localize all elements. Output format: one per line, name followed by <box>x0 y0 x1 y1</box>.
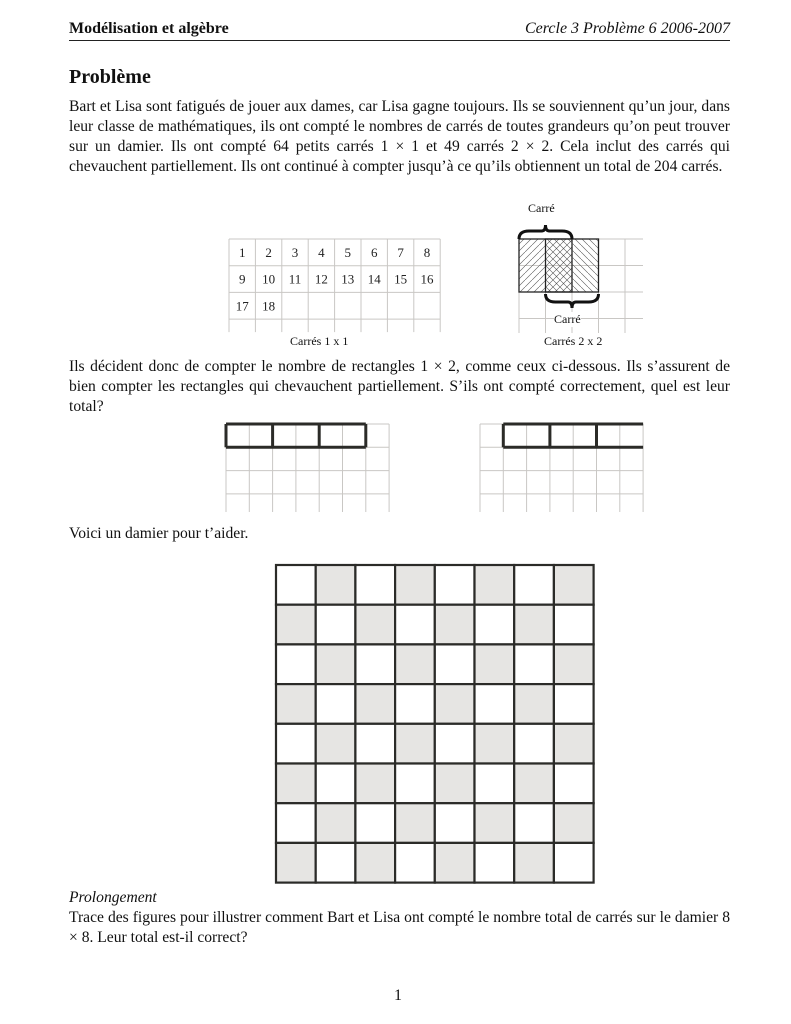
board-square <box>554 644 594 684</box>
board-square <box>355 684 395 724</box>
board-square <box>554 803 594 843</box>
cell-number: 3 <box>291 245 299 260</box>
board-square <box>554 764 594 804</box>
board-square <box>514 724 554 764</box>
extension-text: Trace des figures pour illustrer comment Bart et Lisa ont compté le nombre total de carrés sur le damier 8 × 8. Leur total est-il correct? <box>69 909 730 946</box>
cell-number: 9 <box>238 271 246 287</box>
board-square <box>435 605 475 645</box>
board-square <box>316 803 356 843</box>
board-square <box>355 644 395 684</box>
header-left: Modélisation et algèbre <box>69 20 229 37</box>
board-square <box>435 764 475 804</box>
board-square <box>316 724 356 764</box>
board-square <box>514 644 554 684</box>
board-square <box>355 764 395 804</box>
brace-top <box>519 225 572 239</box>
board-square <box>316 605 356 645</box>
board-square <box>395 843 435 883</box>
board-square <box>514 843 554 883</box>
board-square <box>276 565 316 605</box>
extension-heading: Prolongement <box>69 889 157 906</box>
board-square <box>395 684 435 724</box>
board-square <box>475 803 515 843</box>
paragraph-intro: Bart et Lisa sont fatigués de jouer aux dames, car Lisa gagne toujours. Ils se souviennent qu’un jour, dans leur classe de mathématiques, ils ont compté le nombres de carrés de toutes grandeurs qu’on peut trouver sur un damier. Ils ont compté 64 petits carrés 1 × 1 et 49 carrés 2 × 2. Cela inclut des carrés qui chevauchent partiellement. Ils ont continué à compter jusqu’à ce qu’ils obtiennent un total de 204 carrés. <box>69 98 730 175</box>
board-square <box>475 843 515 883</box>
cell-number: 11 <box>288 271 302 287</box>
header-right: Cercle 3 Problème 6 2006-2007 <box>525 20 730 37</box>
board-square <box>475 684 515 724</box>
board-square <box>435 803 475 843</box>
cell-number: 6 <box>370 245 378 260</box>
board-square <box>316 684 356 724</box>
board-square <box>276 803 316 843</box>
cell-number: 15 <box>394 271 408 287</box>
cell-number: 2 <box>265 245 272 260</box>
board-square <box>514 565 554 605</box>
section-title: Problème <box>69 66 151 88</box>
board-square <box>276 724 316 764</box>
paragraph-board-intro: Voici un damier pour t’aider. <box>69 525 249 542</box>
cell-number: 14 <box>367 271 381 287</box>
board-square <box>435 684 475 724</box>
board-square <box>475 565 515 605</box>
board-square <box>514 684 554 724</box>
board-square <box>395 724 435 764</box>
cell-number: 4 <box>318 245 325 260</box>
board-square <box>316 764 356 804</box>
figure2-label-bottom: Carré <box>554 312 581 326</box>
board-square <box>355 803 395 843</box>
page-number: 1 <box>394 987 402 1004</box>
board-square <box>276 605 316 645</box>
board-square <box>355 843 395 883</box>
cell-number: 7 <box>397 245 404 260</box>
board-square <box>395 644 435 684</box>
board-square <box>475 644 515 684</box>
board-square <box>554 684 594 724</box>
board-square <box>475 724 515 764</box>
board-square <box>276 764 316 804</box>
cell-number: 16 <box>420 271 434 287</box>
board-square <box>276 843 316 883</box>
board-square <box>395 605 435 645</box>
board-square <box>395 764 435 804</box>
cell-number: 17 <box>235 298 249 314</box>
cell-number: 5 <box>344 245 352 260</box>
board-square <box>514 803 554 843</box>
board-square <box>395 565 435 605</box>
board-square <box>276 684 316 724</box>
board-square <box>554 843 594 883</box>
cell-number: 12 <box>314 271 328 287</box>
cell-number: 8 <box>423 245 431 260</box>
board-square <box>355 605 395 645</box>
board-square <box>355 565 395 605</box>
board-square <box>435 644 475 684</box>
cell-number: 1 <box>238 245 246 260</box>
board-square <box>276 644 316 684</box>
board-square <box>475 605 515 645</box>
board-square <box>554 565 594 605</box>
board-square <box>316 644 356 684</box>
cell-number: 18 <box>262 298 276 314</box>
board-square <box>316 843 356 883</box>
board-square <box>475 764 515 804</box>
board-square <box>514 764 554 804</box>
figure2-caption: Carrés 2 x 2 <box>544 334 603 348</box>
board-square <box>316 565 356 605</box>
square-b <box>546 239 599 292</box>
figure1-caption: Carrés 1 x 1 <box>290 334 349 348</box>
paragraph-rectangles: Ils décident donc de compter le nombre de rectangles 1 × 2, comme ceux ci-dessous. Ils s’assurent de bien compter les rectangles qui chevauchent partiellement. S’ils ont compté correctement, quel est leur total? <box>69 358 730 415</box>
cell-number: 10 <box>262 271 276 287</box>
board-square <box>355 724 395 764</box>
board-square <box>554 724 594 764</box>
board-square <box>435 843 475 883</box>
board-square <box>395 803 435 843</box>
board-square <box>435 565 475 605</box>
board-square <box>554 605 594 645</box>
board-square <box>435 724 475 764</box>
board-square <box>514 605 554 645</box>
cell-number: 13 <box>341 271 355 287</box>
figure2-label-top: Carré <box>528 201 555 215</box>
